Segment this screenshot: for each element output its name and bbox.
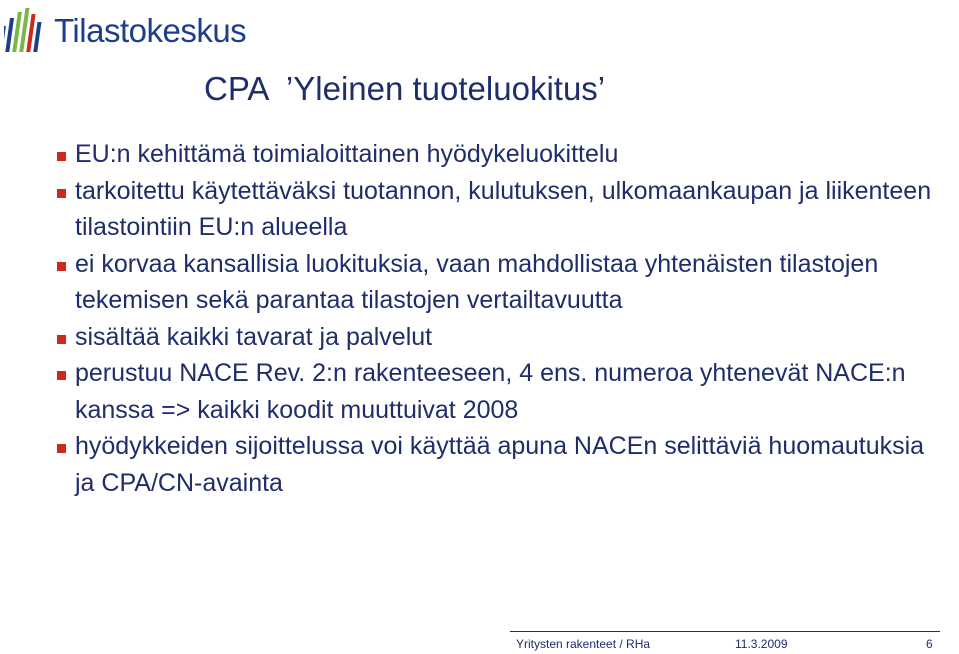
logo bbox=[4, 4, 246, 56]
bullet-text: sisältää kaikki tavarat ja palvelut bbox=[75, 322, 433, 351]
bullet-text: hyödykkeiden sijoittelussa voi käyttää apuna NACEn selittäviä huomautuksia ja CPA/CN-avainta bbox=[75, 432, 925, 497]
footer-divider bbox=[510, 631, 940, 632]
bullet-text: ei korvaa kansallisia luokituksia, vaan mahdollistaa yhtenäisten tilastojen tekemisen sekä parantaa tilastojen vertailtavuutta bbox=[75, 249, 879, 314]
bullet-item bbox=[57, 428, 947, 501]
square-bullet-icon bbox=[57, 335, 66, 344]
bullet-text: EU:n kehittämä toimialoittainen hyödykeluokittelu bbox=[75, 140, 619, 168]
footer-date: 11.3.2009 bbox=[735, 637, 788, 651]
logo-wordmark: Tilastokeskus bbox=[54, 12, 247, 49]
square-bullet-icon bbox=[57, 444, 66, 453]
square-bullet-icon bbox=[57, 189, 66, 198]
bullet-text: perustuu NACE Rev. 2:n rakenteeseen, 4 ens. numeroa yhtenevät NACE:n kanssa => kaikki koodit muuttuivat 2008 bbox=[75, 359, 906, 424]
bullet-item bbox=[57, 246, 947, 319]
bullet-item bbox=[57, 136, 947, 173]
footer-page-number: 6 bbox=[926, 637, 933, 651]
bullet-list bbox=[57, 136, 947, 501]
bullet-text: tarkoitettu käytettäväksi tuotannon, kulutuksen, ulkomaankaupan ja liikenteen tilastointiin EU:n alueella bbox=[75, 176, 932, 241]
tilastokeskus-logo-icon bbox=[4, 4, 50, 56]
slide-title: CPA ’Yleinen tuoteluokitus’ bbox=[204, 70, 606, 107]
square-bullet-icon bbox=[57, 371, 66, 380]
bullet-item bbox=[57, 355, 947, 428]
square-bullet-icon bbox=[57, 152, 66, 161]
footer-source: Yritysten rakenteet / RHa bbox=[516, 637, 651, 651]
bullet-item bbox=[57, 173, 947, 246]
square-bullet-icon bbox=[57, 262, 66, 271]
bullet-item bbox=[57, 319, 947, 356]
